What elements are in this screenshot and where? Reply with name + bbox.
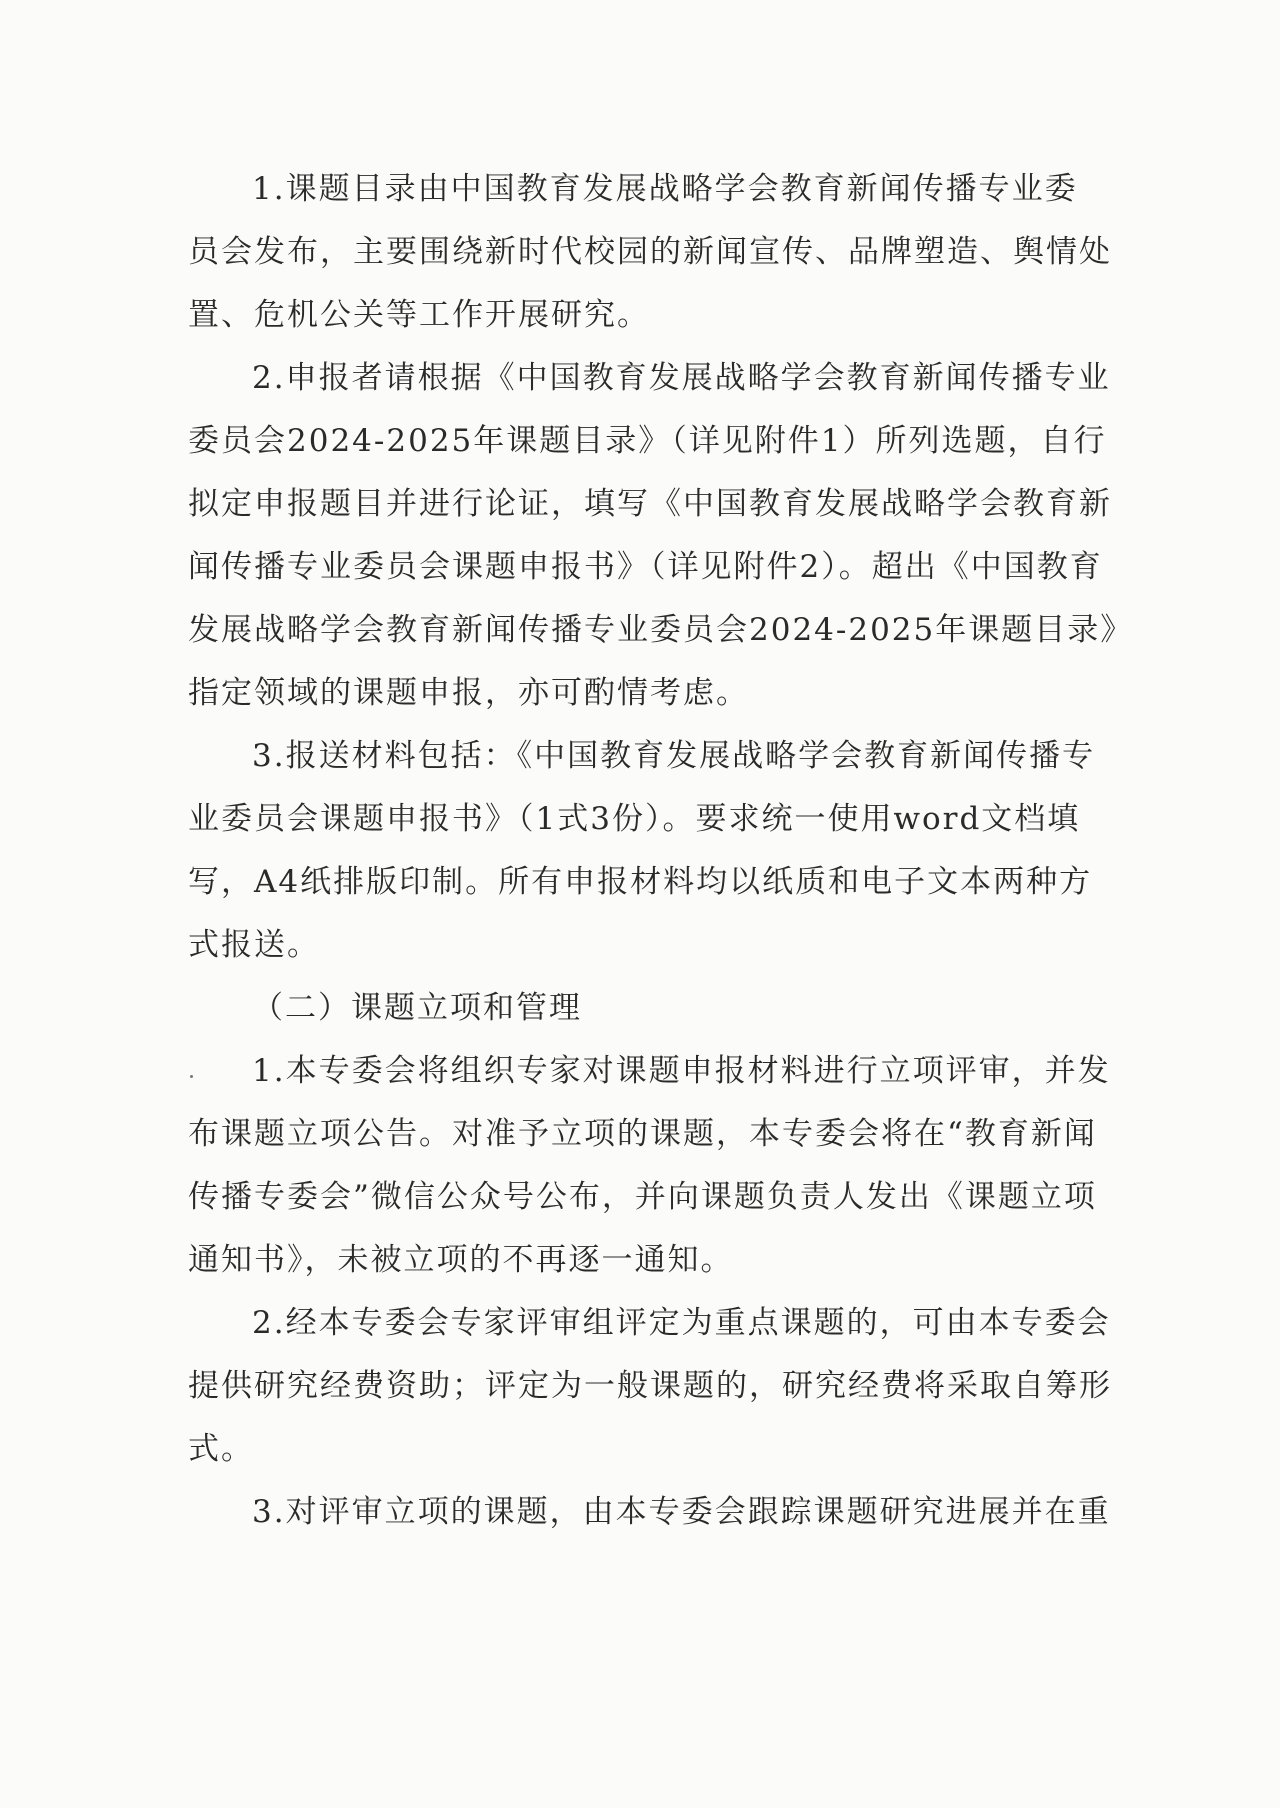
paragraph-line: 置、危机公关等工作开展研究。 bbox=[188, 297, 650, 333]
paragraph-line: 1.课题目录由中国教育发展战略学会教育新闻传播专业委 bbox=[252, 171, 1078, 207]
paragraph-1 bbox=[188, 158, 1112, 347]
paragraph-4 bbox=[188, 1040, 1111, 1292]
paragraph-line: 2.申报者请根据《中国教育发展战略学会教育新闻传播专业 bbox=[252, 360, 1111, 396]
paragraph-2 bbox=[188, 347, 1134, 725]
paragraph-line: 指定领域的课题申报，亦可酌情考虑。 bbox=[188, 675, 749, 711]
paragraph-line: 传播专委会”微信公众号公布，并向课题负责人发出《课题立项 bbox=[188, 1179, 1097, 1215]
paragraph-line: 发展战略学会教育新闻传播专业委员会2024-2025年课题目录》 bbox=[188, 612, 1134, 648]
paragraph-line: 拟定申报题目并进行论证，填写《中国教育发展战略学会教育新 bbox=[188, 486, 1112, 522]
paragraph-line: 3.报送材料包括：《中国教育发展战略学会教育新闻传播专 bbox=[252, 738, 1096, 774]
paragraph-line: 闻传播专业委员会课题申报书》（详见附件2）。超出《中国教育 bbox=[188, 549, 1103, 585]
paragraph-line: 业委员会课题申报书》（1式3份）。要求统一使用word文档填 bbox=[188, 801, 1081, 837]
paragraph-line: 式。 bbox=[188, 1431, 254, 1467]
paragraph-5 bbox=[188, 1292, 1112, 1481]
paragraph-line: 2.经本专委会专家评审组评定为重点课题的，可由本专委会 bbox=[252, 1305, 1111, 1341]
paragraph-line: 委员会2024-2025年课题目录》（详见附件1）所列选题，自行 bbox=[188, 423, 1107, 459]
paragraph-line: 布课题立项公告。对准予立项的课题，本专委会将在“教育新闻 bbox=[188, 1116, 1097, 1152]
paragraph-3 bbox=[188, 725, 1096, 977]
document-body bbox=[188, 158, 1134, 1544]
paragraph-line: 3.对评审立项的课题，由本专委会跟踪课题研究进展并在重 bbox=[252, 1494, 1111, 1530]
paragraph-line: 1.本专委会将组织专家对课题申报材料进行立项评审，并发 bbox=[252, 1053, 1111, 1089]
paragraph-line: 通知书》，未被立项的不再逐一通知。 bbox=[188, 1242, 734, 1278]
paragraph-line: 式报送。 bbox=[188, 927, 320, 963]
section-heading-text: （二）课题立项和管理 bbox=[252, 990, 582, 1026]
paragraph-line: 员会发布，主要围绕新时代校园的新闻宣传、品牌塑造、舆情处 bbox=[188, 234, 1112, 270]
paragraph-line: 写，A4纸排版印制。所有申报材料均以纸质和电子文本两种方 bbox=[188, 864, 1093, 900]
paragraph-line: 提供研究经费资助；评定为一般课题的，研究经费将采取自筹形 bbox=[188, 1368, 1112, 1404]
section-heading bbox=[188, 977, 1090, 1040]
paragraph-6 bbox=[188, 1481, 1111, 1544]
